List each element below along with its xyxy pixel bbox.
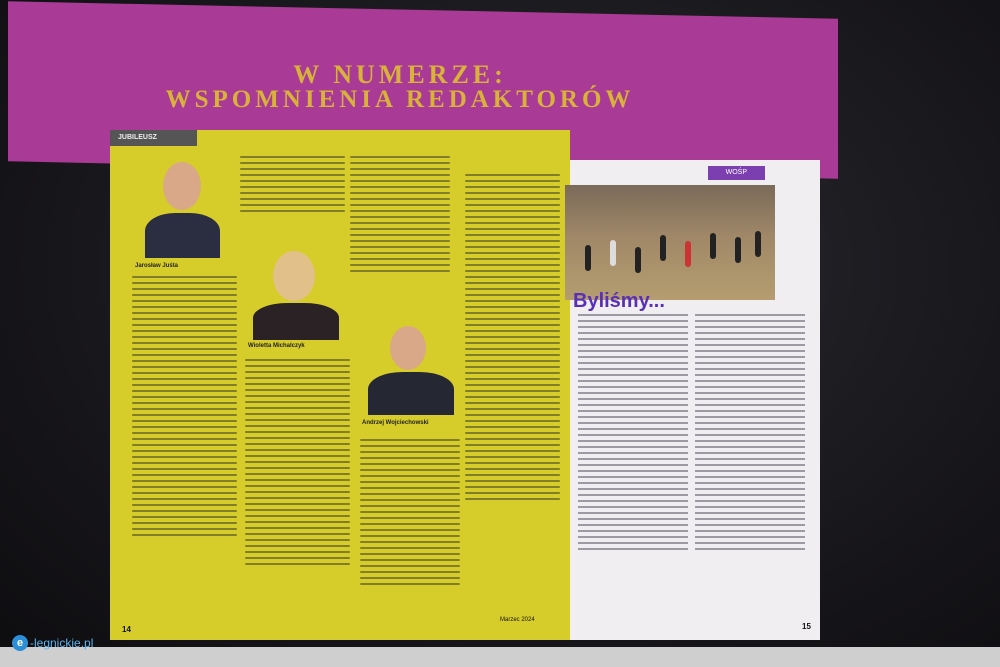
logo-icon: e bbox=[12, 635, 28, 651]
person-name-2: Wioletta Michalczyk bbox=[248, 343, 305, 349]
text-column-right-1 bbox=[578, 310, 688, 554]
portrait-head bbox=[273, 251, 315, 301]
portrait-1 bbox=[135, 158, 230, 258]
page-number-right: 15 bbox=[802, 622, 811, 631]
section-tab-jubileusz: JUBILEUSZ bbox=[110, 130, 197, 146]
portrait-3 bbox=[360, 320, 460, 415]
text-column-6 bbox=[465, 170, 560, 504]
screen-bottom-edge bbox=[0, 647, 1000, 667]
magazine-spread bbox=[110, 130, 811, 640]
section-tab-wosp: WOŚP bbox=[708, 166, 765, 180]
portrait-body bbox=[368, 372, 454, 415]
portrait-head bbox=[390, 326, 426, 370]
text-column-right-2 bbox=[695, 310, 805, 554]
person-name-3: Andrzej Wojciechowski bbox=[362, 420, 429, 426]
portrait-2 bbox=[245, 245, 345, 340]
text-column-2 bbox=[240, 152, 345, 216]
logo-text: -legnickie.pl bbox=[30, 636, 94, 650]
text-column-4 bbox=[350, 152, 450, 276]
dancer-figure bbox=[685, 241, 691, 267]
text-column-1 bbox=[132, 272, 237, 540]
text-column-3 bbox=[245, 355, 350, 569]
dancer-figure bbox=[710, 233, 716, 259]
dancer-figure bbox=[660, 235, 666, 261]
dancer-figure bbox=[635, 247, 641, 273]
dancer-figure bbox=[585, 245, 591, 271]
portrait-head bbox=[163, 162, 201, 210]
footer-date: Marzec 2024 bbox=[500, 617, 535, 623]
left-page bbox=[110, 130, 570, 640]
article-heading: Byliśmy... bbox=[573, 290, 665, 312]
slide-title-line2: WSPOMNIENIA REDAKTORÓW bbox=[165, 86, 635, 113]
dancer-figure bbox=[610, 240, 616, 266]
dancer-figure bbox=[755, 231, 761, 257]
site-watermark bbox=[12, 632, 132, 654]
dance-photo bbox=[565, 185, 775, 300]
person-name-1: Jarosław Juśta bbox=[135, 263, 179, 269]
portrait-body bbox=[253, 303, 339, 340]
dancer-figure bbox=[735, 237, 741, 263]
page-number-left: 14 bbox=[122, 625, 131, 634]
portrait-body bbox=[145, 213, 220, 258]
text-column-5 bbox=[360, 435, 460, 589]
slide-title-line1: W NUMERZE: bbox=[293, 60, 507, 89]
